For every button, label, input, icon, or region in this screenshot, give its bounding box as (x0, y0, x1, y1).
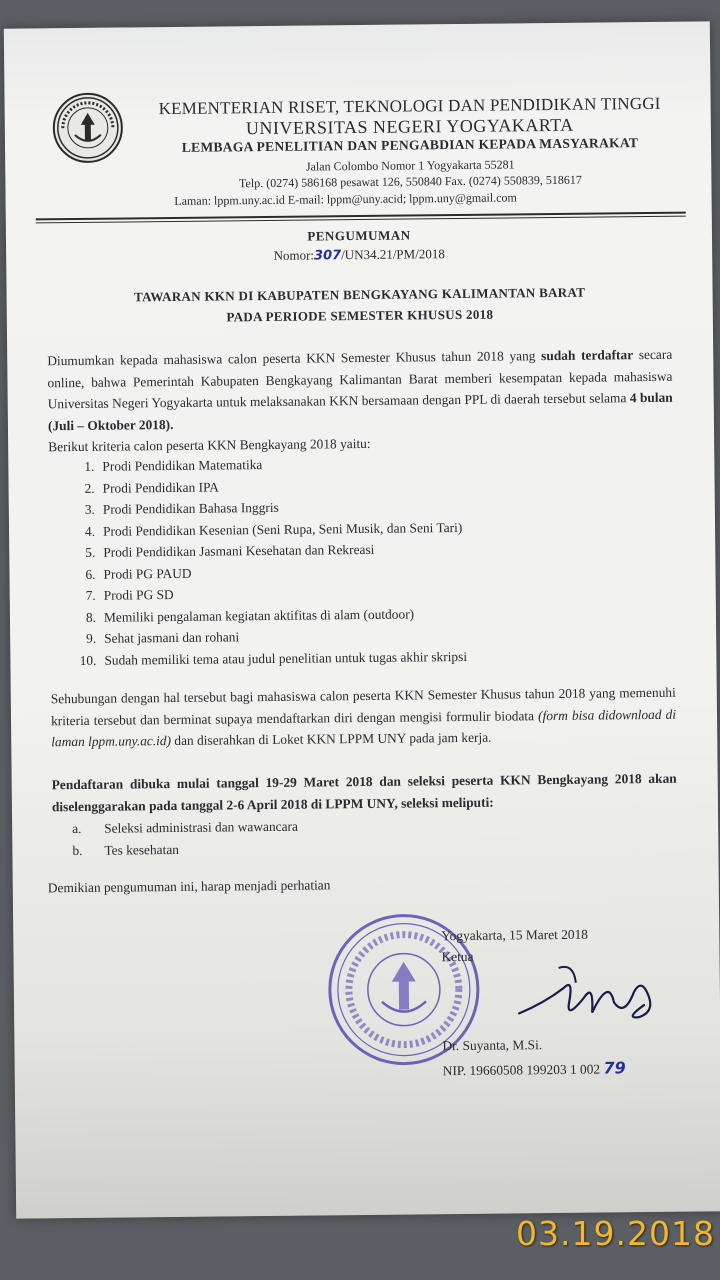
item-number: 3. (84, 501, 95, 517)
item-text: Tes kesehatan (104, 841, 180, 858)
document-page (4, 21, 720, 1218)
item-number: 1. (84, 458, 95, 474)
item-number: 5. (85, 544, 96, 560)
intro-text-c: secara online, bahwa Pemerintah Kabupaten Bengkayang Kalimantan Barat memberi kesempatan kepada mahasiswa Universitas Negeri Yogyakarta untuk melaksanakan KKN bersamaan dengan PPL di daerah tersebut selama (47, 346, 673, 412)
header-phone: Telp. (0274) 586168 pesawat 126, 550840 Fax. (0274) 550839, 518617 (238, 172, 582, 191)
item-number: 8. (85, 609, 97, 625)
document-number (6, 243, 712, 266)
item-text: Prodi Pendidikan Jasmani Kesehatan dan Rekreasi (103, 541, 375, 560)
document-title: PENGUMUMAN (307, 227, 411, 244)
number-handwritten: 307 (313, 248, 342, 264)
item-number: 6. (85, 566, 96, 582)
item-text: Prodi Pendidikan Kesenian (Seni Rupa, Seni Musik, dan Seni Tari) (102, 519, 463, 539)
header-web-email: Laman: lppm.uny.ac.id E-mail: lppm@uny.acid; lppm.uny@gmail.com (174, 190, 517, 208)
handwritten-signature (514, 957, 665, 1039)
item-letter: a. (72, 820, 82, 837)
item-text: Sudah memiliki tema atau judul penelitian untuk tugas akhir skripsi (104, 648, 468, 668)
item-text: Prodi Pendidikan IPA (102, 479, 219, 496)
item-text: Prodi Pendidikan Matematika (102, 457, 263, 474)
closing-sentence: Demikian pengumuman ini, harap menjadi perhatian (47, 877, 331, 896)
intro-text-a: Diumumkan kepada mahasiswa calon peserta KKN Semester Khusus tahun 2018 yang (47, 348, 542, 369)
item-text: Prodi PG SD (103, 586, 174, 603)
item-text: Seleksi administrasi dan wawancara (104, 818, 298, 836)
signatory-name: Dr. Suyanta, M.Si. (442, 1037, 543, 1054)
signature-role: Ketua (441, 948, 474, 965)
item-number: 10. (79, 652, 97, 668)
item-text: Sehat jasmani dan rohani (104, 629, 240, 646)
signatory-nip (443, 1058, 626, 1079)
number-prefix: Nomor: (273, 247, 315, 263)
item-text: Prodi Pendidikan Bahasa Inggris (102, 499, 279, 517)
university-logo (52, 92, 123, 163)
registration-text-a: Sehubungan dengan hal tersebut bagi mahasiswa calon peserta KKN Semester Khusus tahun 2018 yang memenuhi kriteria tersebut dan berminat supaya mendaftarkan diri dengan mengisi formulir biodata (50, 684, 676, 728)
paragraph-registration (51, 682, 677, 753)
item-letter: b. (72, 842, 83, 858)
nip-text: NIP. 19660508 199203 1 002 (442, 1061, 601, 1079)
item-number: 9. (86, 630, 97, 646)
criteria-intro: Berikut kriteria calon peserta KKN Bengkayang 2018 yaitu: (48, 435, 371, 455)
header-address: Jalan Colombo Nomor 1 Yogyakarta 55281 (305, 157, 515, 174)
subject-line-1: TAWARAN KKN DI KABUPATEN BENGKAYANG KALIMANTAN BARAT (133, 284, 586, 305)
handwritten-initials: 79 (603, 1058, 626, 1078)
list-item (72, 834, 572, 861)
item-number: 7. (85, 587, 96, 603)
header-university: UNIVERSITAS NEGERI YOGYAKARTA (245, 114, 574, 139)
criteria-list (68, 450, 670, 671)
paragraph-schedule: Pendaftaran dibuka mulai tanggal 19-29 Maret 2018 dan seleksi peserta KKN Bengkayang 2018 akan diselenggarakan pada tanggal 2-6 April 2018 di LPPM UNY, seleksi meliputi: (51, 770, 677, 814)
item-text: Memiliki pengalaman kegiatan aktifitas di alam (outdoor) (103, 605, 415, 625)
signature-place-date: Yogyakarta, 15 Maret 2018 (441, 926, 589, 944)
registration-text-c: dan diserahkan di Loket KKN LPPM UNY pada jam kerja. (170, 729, 492, 749)
selection-list (72, 813, 572, 861)
camera-date-stamp: 03.19.2018 (516, 1214, 715, 1253)
intro-text-duration: 4 bulan (Juli – Oktober 2018). (47, 389, 673, 433)
item-number: 2. (84, 480, 95, 496)
number-suffix: /UN34.21/PM/2018 (341, 246, 445, 263)
header-institute: LEMBAGA PENELITIAN DAN PENGABDIAN KEPADA MASYARAKAT (181, 135, 639, 155)
item-number: 4. (84, 523, 96, 539)
item-text: Prodi PG PAUD (103, 565, 192, 582)
subject-line-2: PADA PERIODE SEMESTER KHUSUS 2018 (226, 306, 494, 325)
header-ministry: KEMENTERIAN RISET, TEKNOLOGI DAN PENDIDIKAN TINGGI (158, 93, 661, 119)
registration-text-italic: (form bisa didownload di laman lppm.uny.ac.id) (51, 706, 677, 750)
intro-text-bold: sudah terdaftar (541, 347, 634, 364)
paragraph-intro (47, 344, 673, 458)
